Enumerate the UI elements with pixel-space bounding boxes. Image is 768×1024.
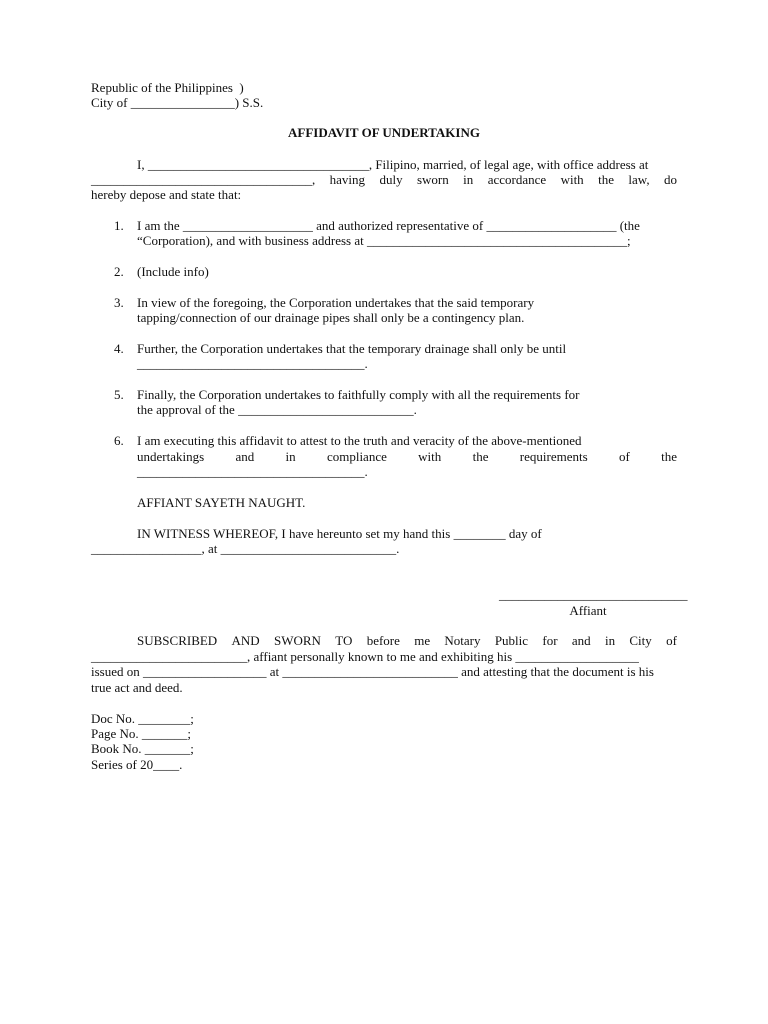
item-3-line-1: In view of the foregoing, the Corporation undertakes that the said temporary xyxy=(137,295,535,310)
intro-line-3: hereby depose and state that: xyxy=(91,187,242,202)
item-6-line-3: ___________________________________. xyxy=(137,464,368,479)
subscribed-word: SUBSCRIBED xyxy=(137,633,218,648)
doc-no: Doc No. ________; xyxy=(91,711,194,726)
item-2-line-1: (Include info) xyxy=(137,264,209,279)
item-6-word: undertakings xyxy=(137,449,205,464)
intro-word: sworn xyxy=(416,172,449,187)
item-6-word: the xyxy=(472,449,489,464)
subscribed-word: AND xyxy=(231,633,260,648)
item-6-word: requirements xyxy=(519,449,588,464)
document-title: AFFIDAVIT OF UNDERTAKING xyxy=(288,125,480,140)
item-6-word: the xyxy=(661,449,677,464)
item-6-word: and xyxy=(235,449,255,464)
item-6-word: with xyxy=(418,449,442,464)
item-6-word: compliance xyxy=(326,449,387,464)
header-city: City of ________________) S.S. xyxy=(91,95,264,110)
item-3-line-2: tapping/connection of our drainage pipes shall only be a contingency plan. xyxy=(137,310,525,325)
subscribed-word: in xyxy=(604,633,616,648)
subscribed-word: of xyxy=(666,633,677,648)
header-republic: Republic of the Philippines ) xyxy=(91,80,244,95)
subscribed-word: SWORN xyxy=(274,633,321,648)
witness-line-1: IN WITNESS WHEREOF, I have hereunto set my hand this ________ day of xyxy=(137,526,542,541)
item-6-line-1: I am executing this affidavit to attest to the truth and veracity of the above-mentioned xyxy=(137,433,582,448)
intro-word: do xyxy=(663,172,677,187)
subscribed-word: Notary xyxy=(444,633,481,648)
item-number: 2. xyxy=(114,264,124,279)
subscribed-word: Public xyxy=(494,633,529,648)
subscribed-word: TO xyxy=(335,633,353,648)
item-6-word: of xyxy=(618,449,630,464)
item-number: 1. xyxy=(114,218,124,233)
intro-line-2 xyxy=(91,172,677,188)
subscribed-line-3: issued on ___________________ at ___________________________ and attesting that the document is his xyxy=(91,664,654,679)
affiant-sayeth: AFFIANT SAYETH NAUGHT. xyxy=(137,495,306,510)
book-no: Book No. _______; xyxy=(91,741,194,756)
item-4-line-1: Further, the Corporation undertakes that the temporary drainage shall only be until xyxy=(137,341,567,356)
item-6-line-2 xyxy=(137,449,677,465)
signature-line: _____________________________ xyxy=(499,587,688,602)
witness-line-2: _________________, at ___________________________. xyxy=(91,541,400,556)
item-number: 4. xyxy=(114,341,124,356)
intro-word: accordance xyxy=(487,172,547,187)
intro-word: the xyxy=(598,172,614,187)
item-number: 3. xyxy=(114,295,124,310)
intro-word: having xyxy=(329,172,366,187)
subscribed-line-2: ________________________, affiant personally known to me and exhibiting his ___________________ xyxy=(91,649,639,664)
intro-word: law, xyxy=(628,172,650,187)
item-1-line-1: I am the ____________________ and authorized representative of ____________________ (the xyxy=(137,218,640,233)
subscribed-word: City xyxy=(629,633,652,648)
intro-word: with xyxy=(560,172,584,187)
subscribed-word: me xyxy=(414,633,431,648)
series-of: Series of 20____. xyxy=(91,757,183,772)
subscribed-word: for xyxy=(542,633,558,648)
item-5-line-1: Finally, the Corporation undertakes to faithfully comply with all the requirements for xyxy=(137,387,580,402)
item-5-line-2: the approval of the ___________________________. xyxy=(137,402,417,417)
page-no: Page No. _______; xyxy=(91,726,192,741)
item-6-word: in xyxy=(285,449,296,464)
item-1-line-2: “Corporation), and with business address at ________________________________________; xyxy=(137,233,631,248)
subscribed-line-4: true act and deed. xyxy=(91,680,183,695)
item-number: 5. xyxy=(114,387,124,402)
item-4-line-2: ___________________________________. xyxy=(137,356,368,371)
subscribed-word: and xyxy=(571,633,591,648)
affiant-label: Affiant xyxy=(569,603,607,618)
intro-word: duly xyxy=(379,172,403,187)
intro-word: __________________________________, xyxy=(91,172,316,187)
item-number: 6. xyxy=(114,433,124,448)
intro-line-1: I, __________________________________, Filipino, married, of legal age, with office address at xyxy=(137,157,649,172)
subscribed-word: before xyxy=(366,633,400,648)
subscribed-line-1 xyxy=(137,633,677,649)
intro-word: in xyxy=(463,172,474,187)
